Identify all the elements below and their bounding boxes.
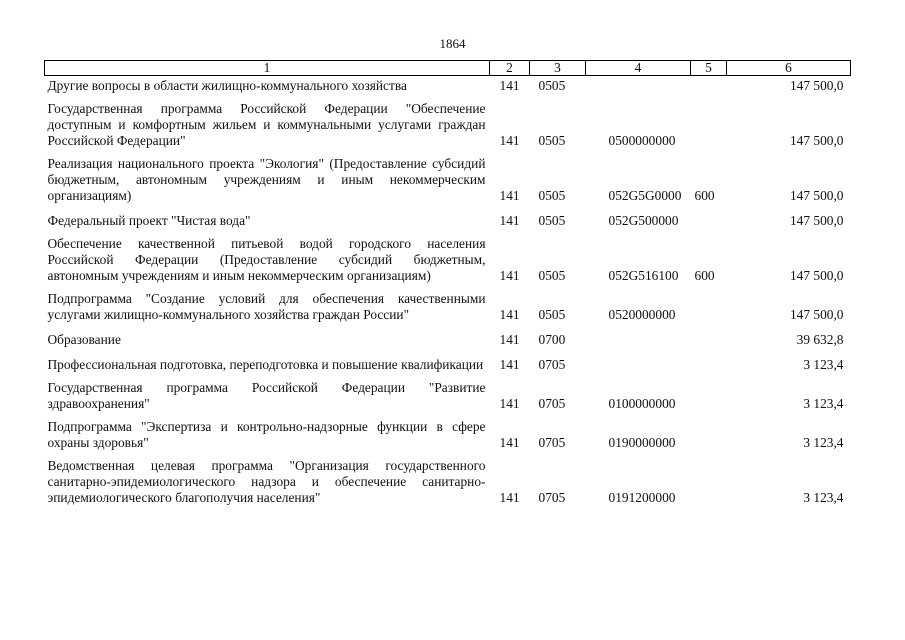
row-amount: 3 123,4	[803, 357, 844, 372]
row-admin-code: 141	[499, 396, 520, 411]
row-spacer	[45, 94, 851, 101]
row-amount: 3 123,4	[803, 435, 844, 450]
row-admin-code: 141	[499, 188, 520, 203]
row-admin-code: 141	[499, 268, 520, 283]
row-name-cell: Другие вопросы в области жилищно-коммунального хозяйства	[47, 78, 407, 93]
row-name-cell: Обеспечение качественной питьевой водой городского населения Российской Федерации (Предоставление субсидий бюджетным, автономным учреждениям и иным некоммерческим организациям)	[47, 236, 486, 283]
row-name-cell: Федеральный проект "Чистая вода"	[47, 213, 251, 228]
row-section-code: 0705	[538, 396, 566, 411]
row-kind-code: 600	[694, 268, 715, 283]
row-name-cell: Реализация национального проекта "Экология" (Предоставление субсидий бюджетным, автономным учреждениям и иным некоммерческим организациям)	[47, 156, 486, 203]
row-amount: 147 500,0	[789, 268, 844, 283]
row-kind-code	[691, 330, 727, 348]
row-kind-code	[691, 458, 727, 506]
row-kind-code	[691, 101, 727, 149]
table-row	[45, 211, 851, 229]
row-admin-code: 141	[499, 357, 520, 372]
table-row	[45, 291, 851, 323]
row-name-cell: Образование	[47, 332, 121, 347]
row-section-code: 0505	[538, 188, 566, 203]
row-spacer	[45, 451, 851, 458]
row-section-code: 0505	[538, 213, 566, 228]
row-admin-code: 141	[499, 435, 520, 450]
row-kind-code	[691, 291, 727, 323]
row-target-code	[586, 355, 691, 373]
row-spacer	[45, 373, 851, 380]
table-body	[45, 76, 851, 507]
row-name-cell: Профессиональная подготовка, переподготовка и повышение квалификации	[47, 357, 484, 372]
row-spacer	[45, 149, 851, 156]
page-number: 1864	[439, 36, 466, 51]
row-name-cell: Государственная программа Российской Федерации "Обеспечение доступным и комфортным жильем и коммунальными услугами граждан Российской Федерации"	[47, 101, 486, 148]
row-kind-code	[691, 380, 727, 412]
column-header-name: 1	[45, 61, 490, 76]
row-section-code: 0505	[538, 133, 566, 148]
row-target-code: 052G516100	[608, 268, 679, 283]
row-target-code: 0520000000	[608, 307, 676, 322]
row-kind-code	[691, 211, 727, 229]
row-kind-code	[691, 76, 727, 95]
table-row	[45, 330, 851, 348]
row-admin-code: 141	[499, 490, 520, 505]
row-section-code: 0505	[538, 268, 566, 283]
row-section-code: 0505	[538, 78, 566, 93]
table-row	[45, 419, 851, 451]
table-row	[45, 236, 851, 284]
row-section-code: 0705	[538, 490, 566, 505]
row-spacer	[45, 204, 851, 211]
row-target-code	[586, 76, 691, 95]
row-section-code: 0505	[538, 307, 566, 322]
row-amount: 3 123,4	[803, 490, 844, 505]
row-spacer	[45, 323, 851, 330]
column-header-section: 3	[530, 61, 586, 76]
row-amount: 147 500,0	[789, 78, 844, 93]
row-kind-code: 600	[694, 188, 715, 203]
column-header-admin: 2	[490, 61, 530, 76]
row-section-code: 0700	[538, 332, 566, 347]
row-admin-code: 141	[499, 307, 520, 322]
table-row	[45, 156, 851, 204]
table-row	[45, 101, 851, 149]
table-header-row	[45, 61, 851, 76]
row-admin-code: 141	[499, 133, 520, 148]
row-amount: 39 632,8	[796, 332, 844, 347]
budget-table	[44, 60, 851, 506]
row-spacer	[45, 229, 851, 236]
row-name-cell: Подпрограмма "Экспертиза и контрольно-надзорные функции в сфере охраны здоровья"	[47, 419, 486, 450]
row-section-code: 0705	[538, 435, 566, 450]
row-admin-code: 141	[499, 213, 520, 228]
row-amount: 147 500,0	[789, 307, 844, 322]
row-target-code: 0100000000	[608, 396, 676, 411]
row-target-code	[586, 330, 691, 348]
row-name-cell: Подпрограмма "Создание условий для обеспечения качественными услугами жилищно-коммунального хозяйства граждан России"	[47, 291, 486, 322]
row-target-code: 052G500000	[608, 213, 679, 228]
row-amount: 147 500,0	[789, 133, 844, 148]
column-header-target: 4	[586, 61, 691, 76]
row-target-code: 0191200000	[608, 490, 676, 505]
table-row	[45, 458, 851, 506]
table-row	[45, 380, 851, 412]
column-header-kind: 5	[691, 61, 727, 76]
table-row	[45, 355, 851, 373]
row-amount: 147 500,0	[789, 188, 844, 203]
row-target-code: 0500000000	[608, 133, 676, 148]
row-name-cell: Государственная программа Российской Федерации "Развитие здравоохранения"	[47, 380, 486, 411]
row-spacer	[45, 348, 851, 355]
row-name-cell: Ведомственная целевая программа "Организация государственного санитарно-эпидемиологического надзора и обеспечение санитарно-эпидемиологического благополучия населения"	[47, 458, 486, 505]
column-header-amount: 6	[727, 61, 851, 76]
table-row	[45, 76, 851, 95]
row-admin-code: 141	[499, 332, 520, 347]
row-amount: 147 500,0	[789, 213, 844, 228]
row-amount: 3 123,4	[803, 396, 844, 411]
row-target-code: 052G5G0000	[608, 188, 682, 203]
row-target-code: 0190000000	[608, 435, 676, 450]
row-spacer	[45, 284, 851, 291]
row-kind-code	[691, 419, 727, 451]
row-kind-code	[691, 355, 727, 373]
row-admin-code: 141	[499, 78, 520, 93]
row-spacer	[45, 412, 851, 419]
row-section-code: 0705	[538, 357, 566, 372]
